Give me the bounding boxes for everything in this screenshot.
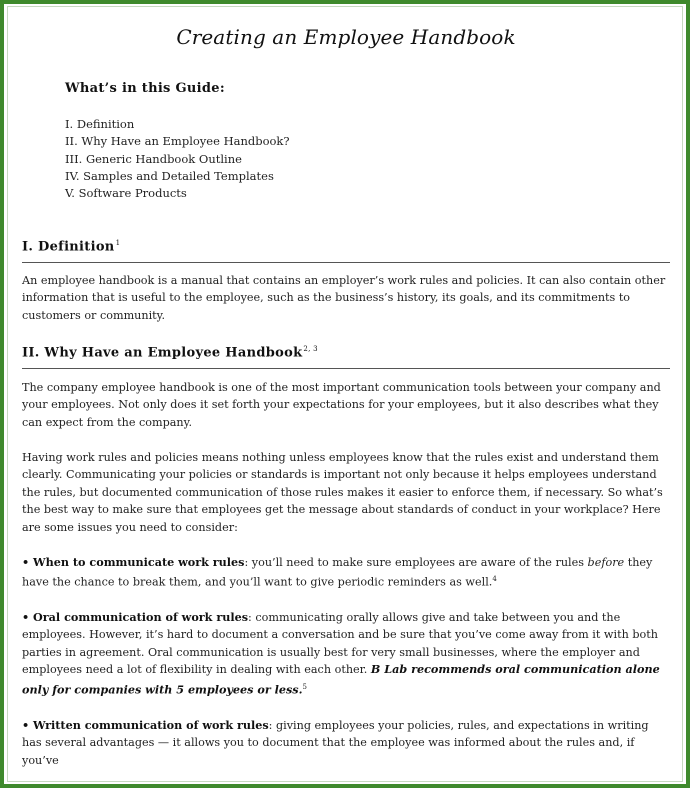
bullet-written-communication [22, 717, 670, 770]
document-body [22, 22, 670, 769]
why-paragraph-1: The company employee handbook is one of the most important communication tools between your company and your employees. Not only does it set forth your expectations for your employees, but it also describes what they can expect from the company. [22, 380, 661, 429]
bullet-text: : communicating orally allows give and take between you and the employees. However, it’s hard to document a conversation and be sure that you’ve come away from it with both parties in agreement. Oral communication is usually best for very small businesses, where the employer and employees need a lot of flexibility in dealing with each other. [22, 610, 658, 677]
bullet-text: : you’ll need to make sure employees are aware of the rules [244, 555, 588, 569]
guide-item-samples: IV. Samples and Detailed Templates [65, 168, 274, 183]
footnote-marker: 4 [492, 575, 497, 584]
section-definition-title: I. Definition [22, 239, 115, 255]
bullet-when-to-communicate [22, 554, 670, 592]
bullet-emphasis: before [587, 555, 625, 569]
guide-list [65, 116, 670, 202]
bullet-text: : giving employees your policies, rules, and expectations in writing has several advantages — it allows you to document that the employee was informed about the rules and, if you’ve [22, 718, 649, 767]
why-paragraph-2: Having work rules and policies means nothing unless employees know that the rules exist and understand them clearly. Communicating your policies or standards is important not only because it helps employees understand the rules, but documented communication of those rules makes it easier to enforce them, if necessary. So what’s the best way to make sure that employees get the message about standards of conduct in your workplace? Here are some issues you need to consider: [22, 450, 663, 534]
definition-paragraph: An employee handbook is a manual that contains an employer’s work rules and policies. It can also contain other information that is useful to the employee, such as the business’s history, its goals, and its commitments to customers or community. [22, 273, 666, 322]
bullet-lead: • Written communication of work rules [22, 717, 269, 732]
footnote-marker: 5 [302, 682, 307, 691]
bullet-lead: • Oral communication of work rules [22, 609, 249, 624]
guide-item-software: V. Software Products [65, 186, 187, 201]
section-why-title: II. Why Have an Employee Handbook [22, 345, 303, 361]
bullet-lead: • When to communicate work rules [22, 554, 245, 569]
bullet-oral-communication [22, 609, 670, 699]
section-definition-heading [22, 233, 670, 262]
guide-contents [65, 80, 670, 202]
footnote-marker: 2, 3 [303, 345, 318, 354]
bullet-text: they have the chance to break them, and you’ll want to give periodic reminders as well. [22, 555, 653, 589]
footnote-marker: 1 [115, 239, 121, 248]
recommendation-text: B Lab recommends oral communication alone only for companies with 5 employees or less. [22, 662, 660, 697]
guide-heading: What’s in this Guide: [65, 81, 225, 96]
guide-item-why: II. Why Have an Employee Handbook? [65, 134, 290, 149]
document-title: Creating an Employee Handbook [176, 25, 516, 49]
guide-item-outline: III. Generic Handbook Outline [65, 151, 242, 166]
guide-item-definition: I. Definition [65, 117, 135, 131]
section-why-heading [22, 339, 670, 368]
